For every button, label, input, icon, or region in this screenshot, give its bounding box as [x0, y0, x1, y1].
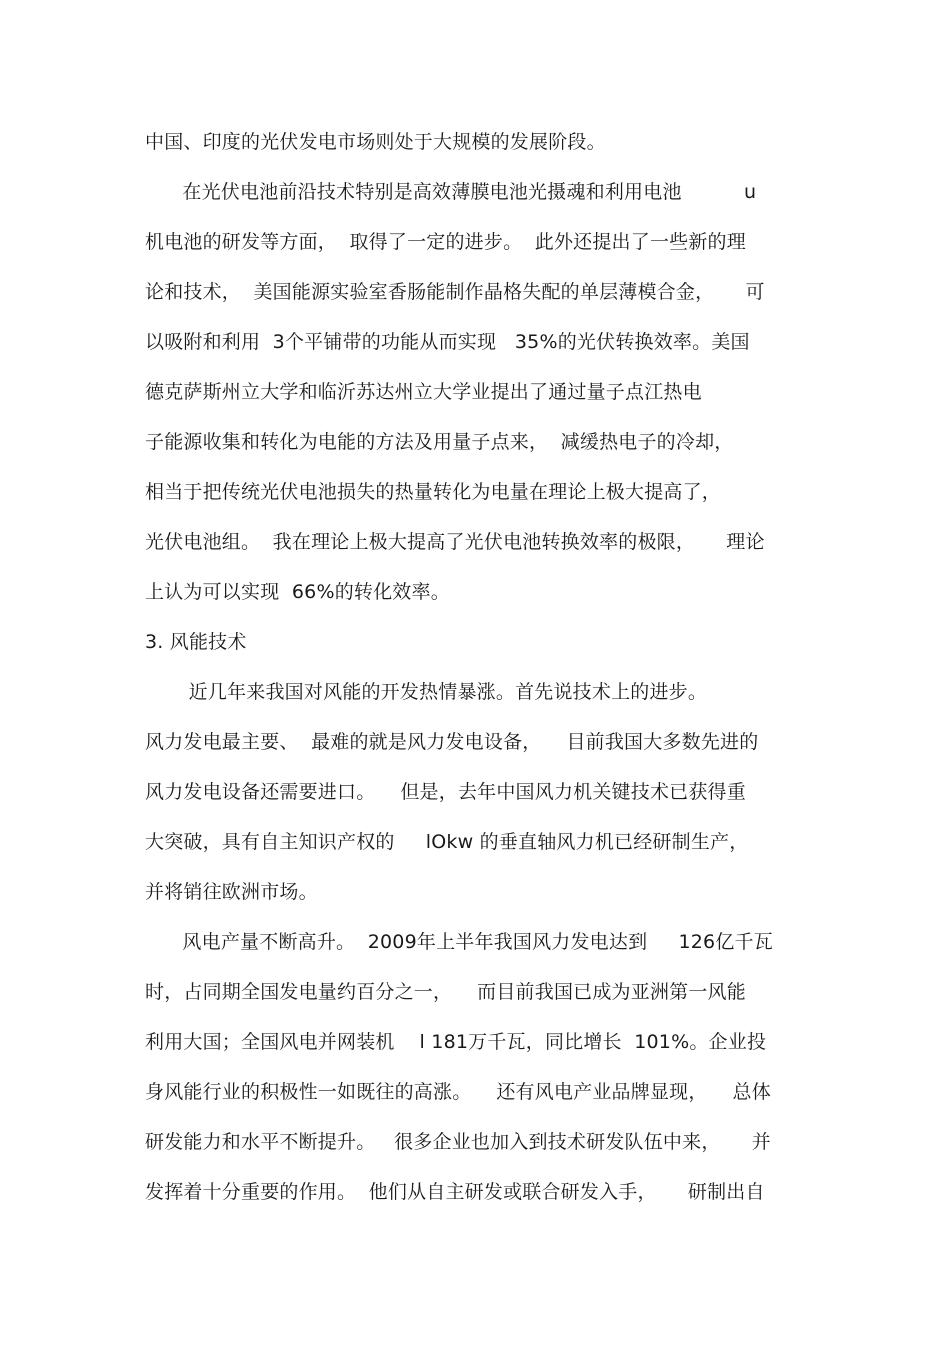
text-line: 身风能行业的积极性一如既往的高涨。 还有风电产业品牌显现， 总体: [145, 1081, 771, 1103]
text-line: 子能源收集和转化为电能的方法及用量子点来， 减缓热电子的冷却，: [145, 431, 734, 453]
text-line: 论和技术， 美国能源实验室香肠能制作晶格失配的单层薄模合金， 可: [145, 281, 765, 303]
text-line: 光伏电池组。 我在理论上极大提高了光伏电池转换效率的极限， 理论: [145, 531, 765, 553]
text-line: 机电池的研发等方面， 取得了一定的进步。 此外还提出了一些新的理: [145, 231, 746, 253]
text-line: 在光伏电池前沿技术特别是高效薄膜电池光摄魂和利用电池 u: [145, 181, 757, 203]
text-line: 并将销往欧洲市场。: [145, 881, 318, 903]
text-line: 中国、印度的光伏发电市场则处于大规模的发展阶段。: [145, 131, 606, 153]
text-line: 风力发电最主要、 最难的就是风力发电设备， 目前我国大多数先进的: [145, 731, 759, 753]
text-line: 时，占同期全国发电量约百分之一， 而目前我国已成为亚洲第一风能: [145, 981, 746, 1003]
text-line: 以吸附和利用 3个平铺带的功能从而实现 35%的光伏转换效率。美国: [145, 331, 750, 353]
text-line: 大突破，具有自主知识产权的 lOkw 的垂直轴风力机已经研制生产，: [145, 831, 749, 853]
text-line: 近几年来我国对风能的开发热情暴涨。首先说技术上的进步。: [145, 681, 708, 703]
text-line: 上认为可以实现 66%的转化效率。: [145, 581, 450, 603]
text-line: 研发能力和水平不断提升。 很多企业也加入到技术研发队伍中来， 并: [145, 1131, 771, 1153]
text-line: 德克萨斯州立大学和临沂苏达州立大学业提出了通过量子点江热电: [145, 381, 702, 403]
text-line: 相当于把传统光伏电池损失的热量转化为电量在理论上极大提高了，: [145, 481, 722, 503]
text-line: 发挥着十分重要的作用。 他们从自主研发或联合研发入手， 研制出自: [145, 1181, 765, 1203]
section-heading: 3. 风能技术: [145, 631, 247, 653]
text-line: 风电产量不断高升。 2009年上半年我国风力发电达到 126亿千瓦: [145, 931, 773, 953]
text-line: 风力发电设备还需要进口。 但是，去年中国风力机关键技术已获得重: [145, 781, 746, 803]
text-line: 利用大国；全国风电并网装机 l 181万千瓦，同比增长 101%。企业投: [145, 1031, 767, 1053]
